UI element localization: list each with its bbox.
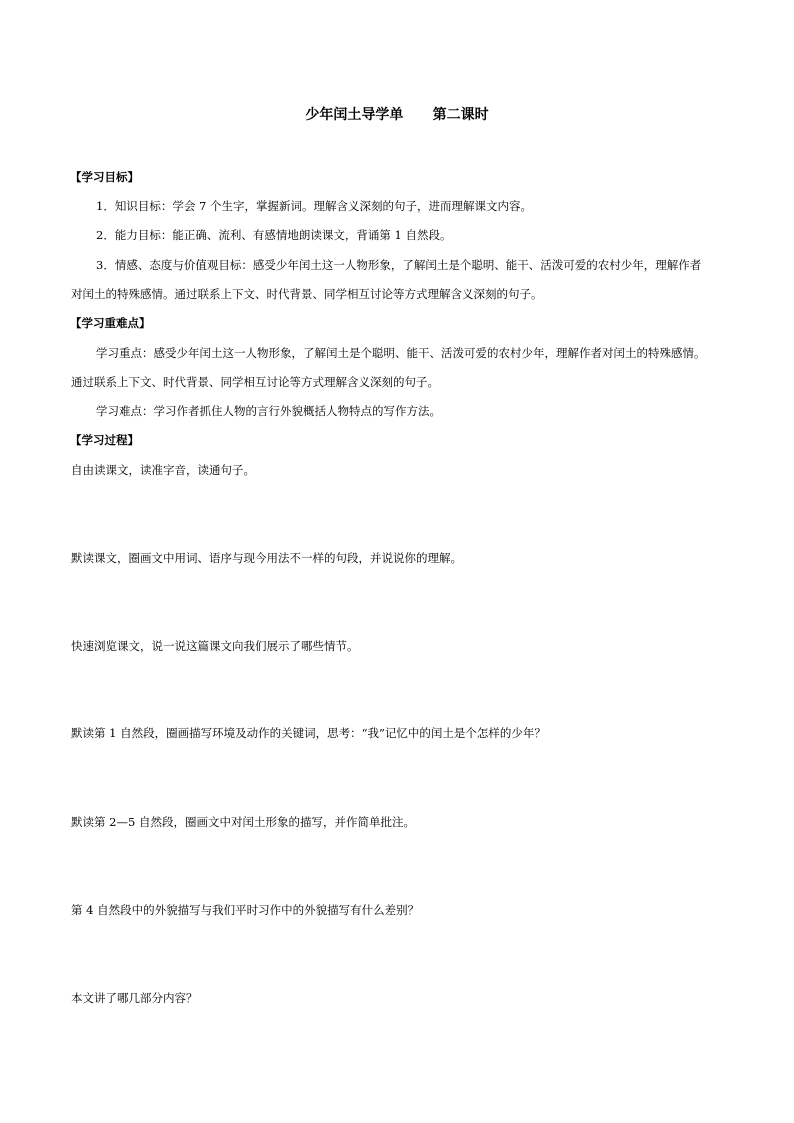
document-title: 少年闰土导学单 第二课时 [305,107,489,123]
process-heading: 【学习过程】 [70,433,139,447]
key-points-heading: 【学习重难点】 [70,316,151,330]
task-7: 本文讲了哪几部分内容？ [71,991,198,1005]
goal-1: 1．知识目标：学会 7 个生字，掌握新词。理解含义深刻的句子，进而理解课文内容。 [96,199,532,213]
goal-2: 2．能力目标：能正确、流利、有感情地朗读课文，背诵第 1 自然段。 [96,228,452,242]
difficulty-text: 学习难点：学习作者抓住人物的言行外貌概括人物特点的写作方法。 [96,404,441,418]
key-point-line-2: 通过联系上下文、时代背景、同学相互讨论等方式理解含义深刻的句子。 [71,375,439,389]
task-5: 默读第 2—5 自然段，圈画文中对闰土形象的描写，并作简单批注。 [71,815,415,829]
task-2: 默读课文，圈画文中用词、语序与现今用法不一样的句段，并说说你的理解。 [71,551,462,565]
task-1: 自由读课文，读准字音，读通句子。 [71,463,255,477]
key-point-line-1: 学习重点：感受少年闰土这一人物形象，了解闰土是个聪明、能干、活泼可爱的农村少年，理解作者对闰土的特殊感情。 [96,346,706,360]
task-4: 默读第 1 自然段，圈画描写环境及动作的关键词，思考：“我”记忆中的闰土是个怎样的少年？ [71,726,546,740]
task-3: 快速浏览课文，说一说这篇课文向我们展示了哪些情节。 [71,639,359,653]
goals-heading: 【学习目标】 [70,170,139,184]
task-6: 第 4 自然段中的外貌描写与我们平时习作中的外貌描写有什么差别？ [71,903,420,917]
goal-3-line-1: 3．情感、态度与价值观目标：感受少年闰土这一人物形象，了解闰土是个聪明、能干、活泼可爱的农村少年，理解作者 [96,258,702,272]
goal-3-line-2: 对闰土的特殊感情。通过联系上下文、时代背景、同学相互讨论等方式理解含义深刻的句子。 [71,287,543,301]
